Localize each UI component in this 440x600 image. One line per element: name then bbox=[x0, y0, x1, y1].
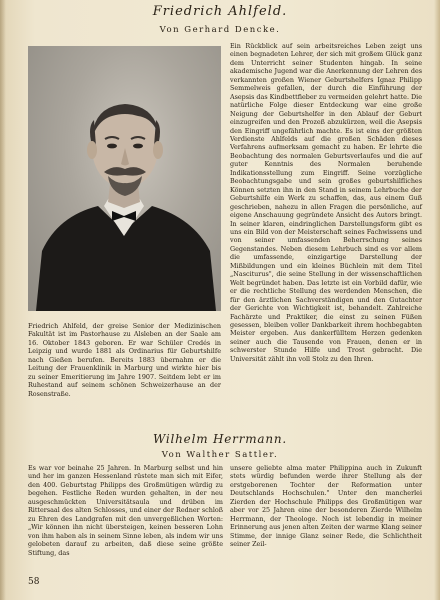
portrait-illustration bbox=[28, 46, 221, 311]
article2-body-right: unsere geliebte alma mater Philippina auch in Zukunft stets würdig befunden werde ihrer Stellung als der erstgeborenen Tochter der Reformation unter Deutschlands Hochschulen." Unter den mancherlei Zierden der Hochschule Philipps des Großmütigen war aber vor 25 Jahren eine der besonderen Zierde Wilhelm Herrmann, der Theologe. Noch ist lebendig in meiner Erinnerung aus jenen alten Zeiten der warme Klang seiner Stimme, der innige Glanz seiner Rede, die Schlichtheit seiner Zeil- bbox=[230, 464, 422, 549]
article2-body-left: Es war vor beinahe 25 Jahren. In Marburg selbst und hin und her im ganzen Hessenland rüstete man sich mit Eifer, den 400. Geburtstag Philipps des Großmütigen würdig zu begehen. Festliche Reden wurden gehalten, in der neu ausgeschmückten Universitätsaula und drüben im Rittersaal des alten Schlosses, und einer der Redner schloß zu Ehren des Landgrafen mit den unvergeßlichen Worten: „Wir können ihn nicht übersteigen, keinen besseren Lohn von ihm haben als in seinem Sinne leben, als indem wir uns gelobeten darauf zu arbeiten, daß diese seine größte Stiftung, das bbox=[28, 464, 223, 557]
page-shadow-left bbox=[0, 0, 6, 600]
article-byline: Von Gerhard Dencke. bbox=[159, 25, 281, 35]
article2-title: Wilhelm Herrmann. bbox=[152, 432, 288, 446]
article-title: Friedrich Ahlfeld. bbox=[152, 4, 288, 19]
article2-byline: Von Walther Sattler. bbox=[161, 450, 279, 460]
page-shadow-right bbox=[434, 0, 440, 600]
article1-body-right: Ein Rückblick auf sein arbeitsreiches Leben zeigt uns einen begnadeten Lehrer, der sich mit großem Glück ganz dem Unterricht seiner Studenten hingab. In seine akademische Jugend war die Anerkennung der Lehren des verkannten großen Wiener Geburtshelfers Ignaz Philipp Semmelweis gefallen, der durch die Einführung der Asepsis das Kindbettfieber zu vermeiden gelehrt hatte. Die natürliche Folge dieser Entdeckung war eine große Neigung der Geburtshelfer in den Ablauf der Geburt einzugreifen und den Prozeß abzukürzen, weil die Asepsis den Eingriff ungefährlich machte. Es ist eins der größten Verdienste Ahlfelds auf die großen Schäden dieses Verfahrens aufmerksam gemacht zu haben. Er lehrte die Beobachtung des normalen Geburtsverlaufes und die auf guter Kenntnis des Normalen beruhende Indikationsstellung zum Eingriff. Seine vorzügliche Beobachtungsgabe und sein großes geburtshilfliches Können setzten ihn in den Stand in seinem Lehrbuche der Geburtshilfe ein Werk zu schaffen, das, aus einem Guß geschrieben, nahezu in allen Fragen die persönliche, auf eigene Anschauung gegründete Ansicht des Autors bringt. In seiner klaren, eindringlichen Darstellungsform gibt es uns ein Bild von der Meisterschaft seines Fachwissens und von seiner umfassenden Beherrschung seines Gegenstandes. Neben diesem Lehrbuch sind es vor allem die umfassende, einzigartige Darstellung der Mißbildungen und ein kleines Büchlein mit dem Titel „Nasciturus", die seine Stellung in der wissenschaftlichen Welt begründet haben. Das letzte ist ein Vorbild dafür, wie er die rechtliche Stellung des werdenden Menschen, die für den ärztlichen Sachverständigen und den Gutachter der Gerichte von Wichtigkeit ist, behandelt. Zahlreiche Fachärzte und Praktiker, die einst zu seinen Füßen gesessen, bleiben voller Dankbarkeit ihrem hochbegabten Meister ergeben. Aus dankerfülltem Herzen gedenken seiner auch die Tausende von Frauen, denen er in schwerster Stunde Hilfe und Trost gebracht. Die Universität zählt ihn voll Stolz zu den Ihren. bbox=[230, 42, 422, 363]
page-number: 58 bbox=[28, 577, 40, 587]
portrait-photo bbox=[28, 46, 221, 311]
photo-caption: Friedrich Ahlfeld, der greise Senior der Medizinischen Fakultät ist im Pastorhause zu Alsleben an der Saale am 16. Oktober 1843 geboren. Er war Schüler Credés in Leipzig und wurde 1881 als Ordinarius für Geburtshilfe nach Gießen berufen. Bereits 1883 übernahm er die Leitung der Frauenklinik in Marburg und wirkte hier bis zu seiner Emeritierung im Jahre 1907. Seitdem lebt er im Ruhestand auf seinem schönen Schweizerhause an der Rosenstraße. bbox=[28, 322, 221, 398]
